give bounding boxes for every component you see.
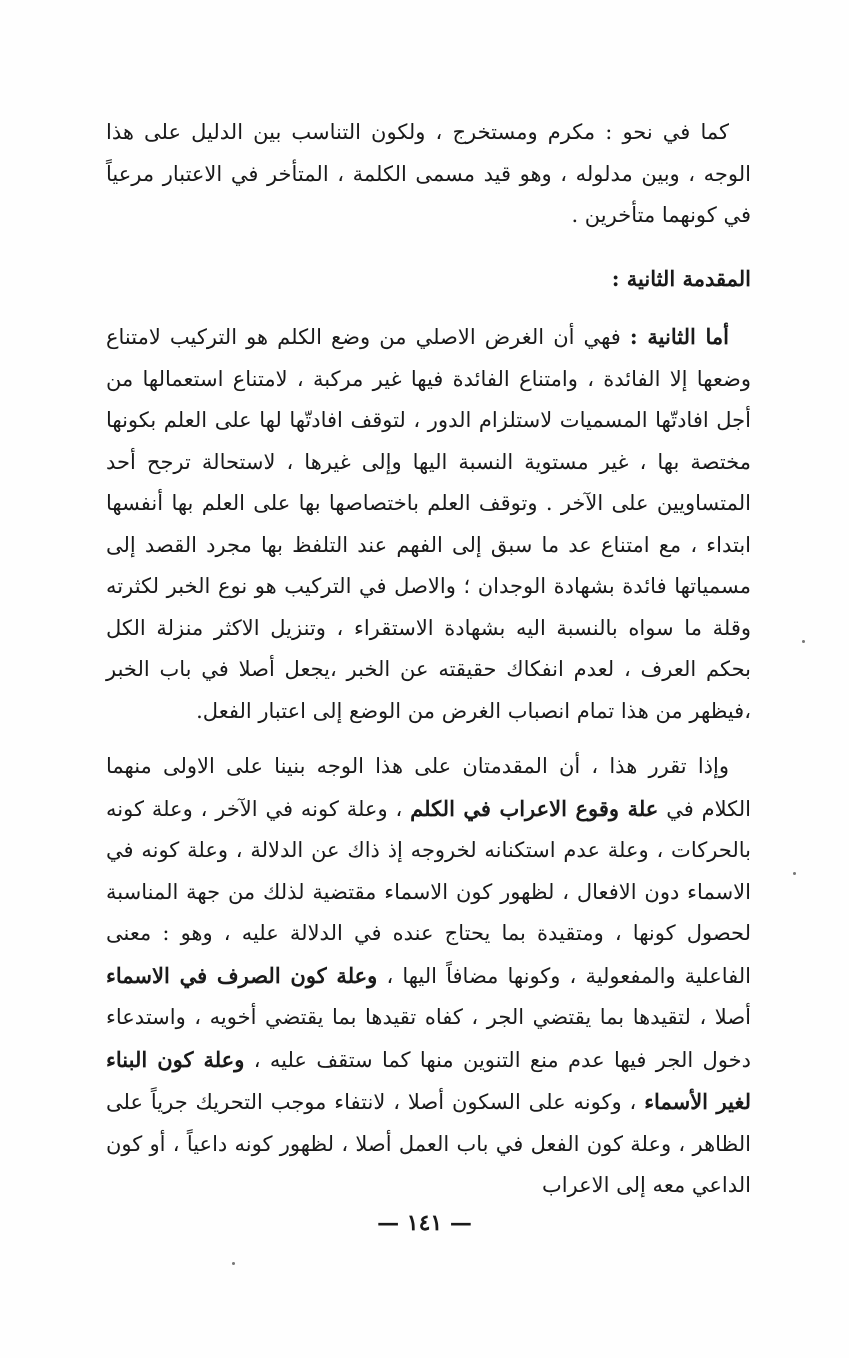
paper-speck bbox=[793, 872, 796, 875]
paragraph-2-lead: أما الثانية : bbox=[629, 324, 730, 349]
paper-speck bbox=[232, 1262, 235, 1265]
paragraph-3-part-2: ، وعلة كونه في الآخر ، وعلة كونه بالحركات ، وعلة عدم استكنانه لخروجه إذ ذاك عن الدلالة ، وعلة كونه في الاسماء دون الافعال ، لظهور كون الاسماء مقتضية لذلك من جهة المناسبة لحصول كونها ، ومتقيدة بما يحتاج عنده في الدلالة عليه ، وهو : معنى الفاعلية والمفعولية ، وكونها مضافاً اليها ، bbox=[106, 796, 751, 988]
paragraph-1 bbox=[106, 112, 751, 237]
paragraph-3-part-4: ، وكونه على السكون أصلا ، لانتفاء موجب التحريك جرياً على الظاهر ، وعلة كون الفعل في باب العمل أصلا ، لظهور كونه داعياً ، أو كون الداعي معه إلى الاعراب bbox=[106, 1090, 751, 1197]
paragraph-2 bbox=[106, 316, 751, 732]
paragraph-3-part-3: أصلا ، لتقيدها بما يقتضي الجر ، كفاه تقيدها بما يقتضي أخويه ، واستدعاء دخول الجر فيها عدم منع التنوين منها كما ستقف عليه ، bbox=[106, 1005, 751, 1072]
paragraph-3-bold-3: وعلة كون البناء لغير الأسماء bbox=[106, 1046, 751, 1114]
paragraph-1-text: كما في نحو : مكرم ومستخرج ، ولكون التناسب بين الدليل على هذا الوجه ، وبين مدلوله ، وهو قيد مسمى الكلمة ، المتأخر في الاعتبار مرعياً في كونهما متأخرين . bbox=[106, 120, 751, 227]
paragraph-3-part-1: وإذا تقرر هذا ، أن المقدمتان على هذا الوجه بنينا على الاولى منهما الكلام في bbox=[106, 754, 751, 821]
section-heading: المقدمة الثانية : bbox=[611, 266, 751, 291]
paragraph-3-bold-2: وعلة كون الصرف في الاسماء bbox=[106, 962, 378, 988]
page-number: — ١٤١ — bbox=[377, 1210, 472, 1236]
paragraph-3 bbox=[106, 746, 751, 1207]
paragraph-3-bold-1: علة وقوع الاعراب في الكلم bbox=[410, 795, 659, 821]
paper-speck bbox=[802, 640, 805, 643]
paragraph-2-text: فهي أن الغرض الاصلي من وضع الكلم هو التركيب لامتناع وضعها إلا الفائدة ، وامتناع الفائدة فيها غير مركبة ، لامتناع استعمالها من أجل افادتّها المسميات لاستلزام الدور ، لتوقف افادتّها لها على العلم بكونها مختصة بها ، غير مستوية النسبة اليها وإلى غيرها ، لاستحالة ترجح أحد المتساويين على الآخر . وتوقف العلم باختصاصها بها على العلم بها أنفسها ابتداء ، مع امتناع عد ما سبق إلى الفهم عند التلفظ بها مجرد القصد إلى مسمياتها فائدة بشهادة الوجدان ؛ والاصل في التركيب هو نوع الخبر لكثرته وقلة ما سواه بالنسبة اليه بشهادة الاستقراء ، وتنزيل الاكثر منزلة الكل بحكم العرف ، لعدم انفكاك حقيقته عن الخبر ،يجعل أصلا في باب الخبر ،فيظهر من هذا تمام انصباب الغرض من الوضع إلى اعتبار الفعل. bbox=[106, 325, 752, 723]
